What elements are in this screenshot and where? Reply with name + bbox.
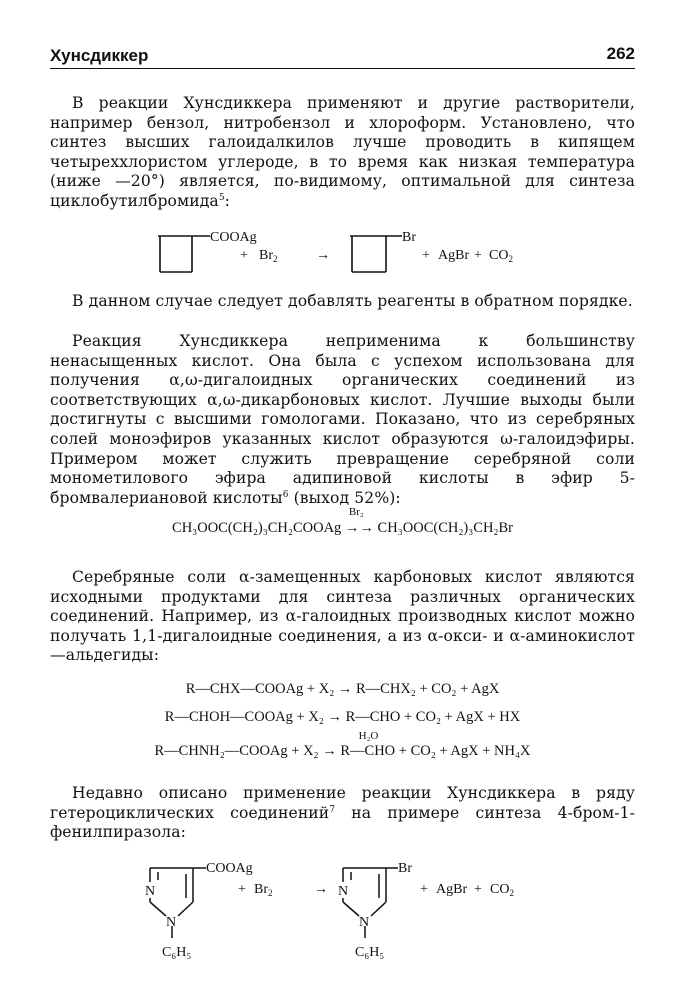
reaction-arrow: → — [316, 248, 330, 263]
paragraph-text-end: (выход 52%): — [288, 488, 401, 507]
equation-amino: R—CHNH₂—COOAg + X₂ → R—CHO + CO₂ + AgX + NH₄X — [154, 743, 531, 759]
footnote-ref[interactable]: 7 — [329, 804, 336, 815]
paragraph-text-end: на примере синтеза 4-бром-1-фенилпиразола: — [50, 803, 636, 842]
paragraph-solvents — [50, 94, 635, 212]
reaction-arrow: → — [314, 882, 328, 897]
silver-bromide: AgBr — [438, 248, 470, 263]
page-header — [50, 44, 635, 70]
carbon-dioxide: $CO_2$ — [490, 882, 514, 898]
plus-sign: + — [420, 882, 428, 897]
plus-sign: + — [474, 248, 482, 263]
paragraph-order: В данном случае следует добавлять реагенты в обратном порядке. — [72, 292, 633, 310]
footnote-ref[interactable]: 6 — [282, 489, 289, 500]
paragraph-text-end: : — [224, 191, 231, 210]
plus-sign: + — [422, 248, 430, 263]
header-rule — [50, 68, 635, 69]
paragraph-text: Недавно описано применение реакции Хунсдиккера в ряду гетероциклических соединений — [50, 784, 635, 822]
cooag-group-label: COOAg — [206, 861, 253, 876]
paragraph-text: Реакция Хунсдиккера неприменима к большинству ненасыщенных кислот. Она была с успехом использована для получения α,ω-дигалоидных органических соединений из соответствующих α,ω-дикарбоновых кислот. Лучшие выходы были достигнуты с высшими гомологами. Показано, что из серебряных солей моноэфиров указанных кислот образуются ω-галоидэфиры. Примером может служить превращение серебряной соли монометилового эфира адипиновой кислоты в эфир 5-бромвалериановой кислоты — [50, 332, 635, 507]
equation-halo: R—CHX—COOAg + X₂ → R—CHX₂ + CO₂ + AgX — [185, 681, 500, 697]
pyrazole-ring-left — [150, 868, 206, 938]
ring-nitrogen: N — [338, 884, 349, 899]
running-title: Хунсдиккер — [50, 46, 149, 65]
bromine-reagent: $Br_2$ — [259, 248, 278, 264]
phenyl-group: C₆H₅ — [162, 945, 192, 960]
arrow-with-condition: Br₂ →→ — [344, 506, 374, 536]
cyclobutane-ring-right — [350, 236, 402, 272]
bromine-reagent: $Br_2$ — [254, 882, 273, 898]
ring-nitrogen: N — [166, 915, 177, 930]
equation-water-condition: H₂O — [358, 730, 379, 742]
cooag-group-label: COOAg — [210, 230, 257, 245]
arrow-condition: Br₂ — [348, 506, 364, 518]
paragraph-unsaturated — [50, 332, 635, 508]
equation-hydroxy: R—CHOH—COOAg + X₂ → R—CHO + CO₂ + AgX + HX — [164, 709, 521, 725]
plus-sign: + — [238, 882, 246, 897]
page-number: 262 — [606, 44, 635, 63]
equation-adipic-ester — [50, 506, 635, 537]
pyrazole-ring-right — [343, 868, 398, 938]
cyclobutane-ring-left — [158, 236, 210, 272]
plus-sign: + — [474, 882, 482, 897]
paragraph-heterocyclic — [50, 784, 635, 843]
bromo-group-label: Br — [398, 861, 412, 876]
footnote-ref[interactable]: 5 — [218, 192, 225, 203]
phenyl-group: C₆H₅ — [355, 945, 385, 960]
silver-bromide: AgBr — [436, 882, 468, 897]
equation-product: CH₃OOC(CH₂)₃CH₂Br — [377, 520, 513, 536]
plus-sign: + — [240, 248, 248, 263]
paragraph-text: В реакции Хунсдиккера применяют и другие растворители, например бензол, нитробензол и хлороформ. Установлено, что синтез высших галоидалкилов лучше проводить в кипящем четыреххлористом углероде, в то время как низкая температура (ниже —20°) является, по-видимому, оптимальной для синтеза циклобутилбромида — [50, 94, 635, 210]
bromo-group-label: Br — [402, 230, 416, 245]
ring-nitrogen: N — [145, 884, 156, 899]
equation-reactant: CH₃OOC(CH₂)₃CH₂COOAg — [172, 520, 342, 536]
paragraph-alpha-substituted: Серебряные соли α-замещенных карбоновых кислот являются исходными продуктами для синтеза различных органических соединений. Например, из α-галоидных производных кислот можно получать 1,1-дигалоидные соединения, а из α-окси- и α-аминокислот—альдегиды: — [50, 568, 635, 665]
ring-nitrogen: N — [359, 915, 370, 930]
carbon-dioxide: $CO_2$ — [489, 248, 513, 264]
